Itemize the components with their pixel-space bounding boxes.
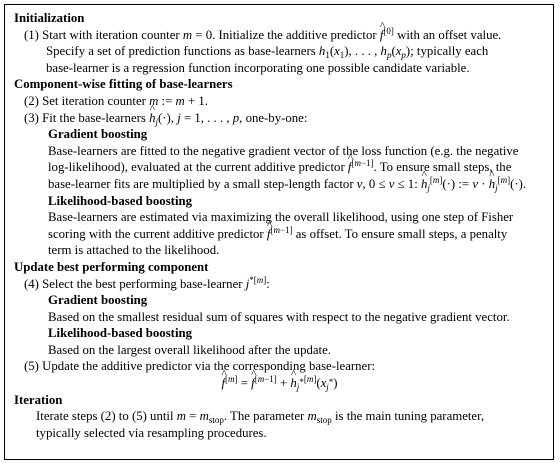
- step-3-line: (3) Fit the base-learners ^ $h_j(\cdot)$, j = 1, . . . , p, one-by-one:: [14, 110, 545, 127]
- heading-update: Update best performing component: [14, 259, 209, 274]
- iteration-text-2: typically selected via resampling procedures.: [36, 425, 267, 440]
- step-1-line-2: Specify a set of prediction functions as base-learners $h_1(x_1)$, . . . , $h_p(x_p)$; typically each: [46, 44, 489, 61]
- update-equation: ^ f[m] = ^ f[m−1] + ^ $h_{j^*}[m](x_{j^*})$: [14, 375, 545, 392]
- heading-iteration: Iteration: [14, 392, 63, 407]
- likelihood-boosting-text-4: Based on the largest overall likelihood after the update.: [48, 342, 331, 357]
- gradient-boosting-text-3: base-learner fits are multiplied by a small step-length factor ν, 0 ≤ ν ≤ 1: ^ $h_j[m](\cdot)$ := ν · ^ $h_j[m](\cdot)$.: [14, 176, 545, 193]
- algorithm-box: [4, 4, 554, 460]
- step-5-line: (5) Update the additive predictor via the corresponding base-learner:: [24, 359, 376, 374]
- likelihood-boosting-heading-2: Likelihood-based boosting: [48, 326, 193, 341]
- heading-initialization: Initialization: [14, 11, 85, 25]
- gradient-boosting-text-2: log-likelihood), evaluated at the current additive predictor ^ f[m−1]. To ensure small steps, the: [14, 159, 545, 176]
- iteration-text-1: Iterate steps (2) to (5) until $m = m_{stop}$. The parameter $m_{stop}$ is the main tuning parameter,: [36, 409, 485, 426]
- gradient-boosting-heading-1: Gradient boosting: [48, 127, 148, 142]
- step-1-line-3: base-learner is a regression function incorporating one possible candidate variable.: [46, 60, 470, 75]
- step-1-line: (1) Start with iteration counter m = 0. Initialize the additive predictor ^ f[0] with an offset value.: [14, 27, 545, 44]
- step-2-line: (2) Set iteration counter m := m + 1.: [24, 93, 208, 108]
- heading-component-wise: Component-wise fitting of base-learners: [14, 77, 233, 92]
- gradient-boosting-text-1: Base-learners are fitted to the negative gradient vector of the loss function (e.g. the negative: [48, 143, 519, 158]
- likelihood-boosting-text-1: Base-learners are estimated via maximizing the overall likelihood, using one step of Fisher: [48, 210, 514, 225]
- gradient-boosting-text-4: Based on the smallest residual sum of squares with respect to the negative gradient vector.: [48, 309, 510, 324]
- likelihood-boosting-heading-1: Likelihood-based boosting: [48, 193, 193, 208]
- likelihood-boosting-text-3: term is attached to the likelihood.: [48, 243, 220, 258]
- step-4-line: (4) Select the best performing base-learner $j^{*[m]}$:: [24, 274, 270, 291]
- likelihood-boosting-text-2: scoring with the current additive predictor ^ f[m−1] as offset. To ensure small steps, a penalty: [14, 226, 545, 243]
- gradient-boosting-heading-2: Gradient boosting: [48, 293, 148, 308]
